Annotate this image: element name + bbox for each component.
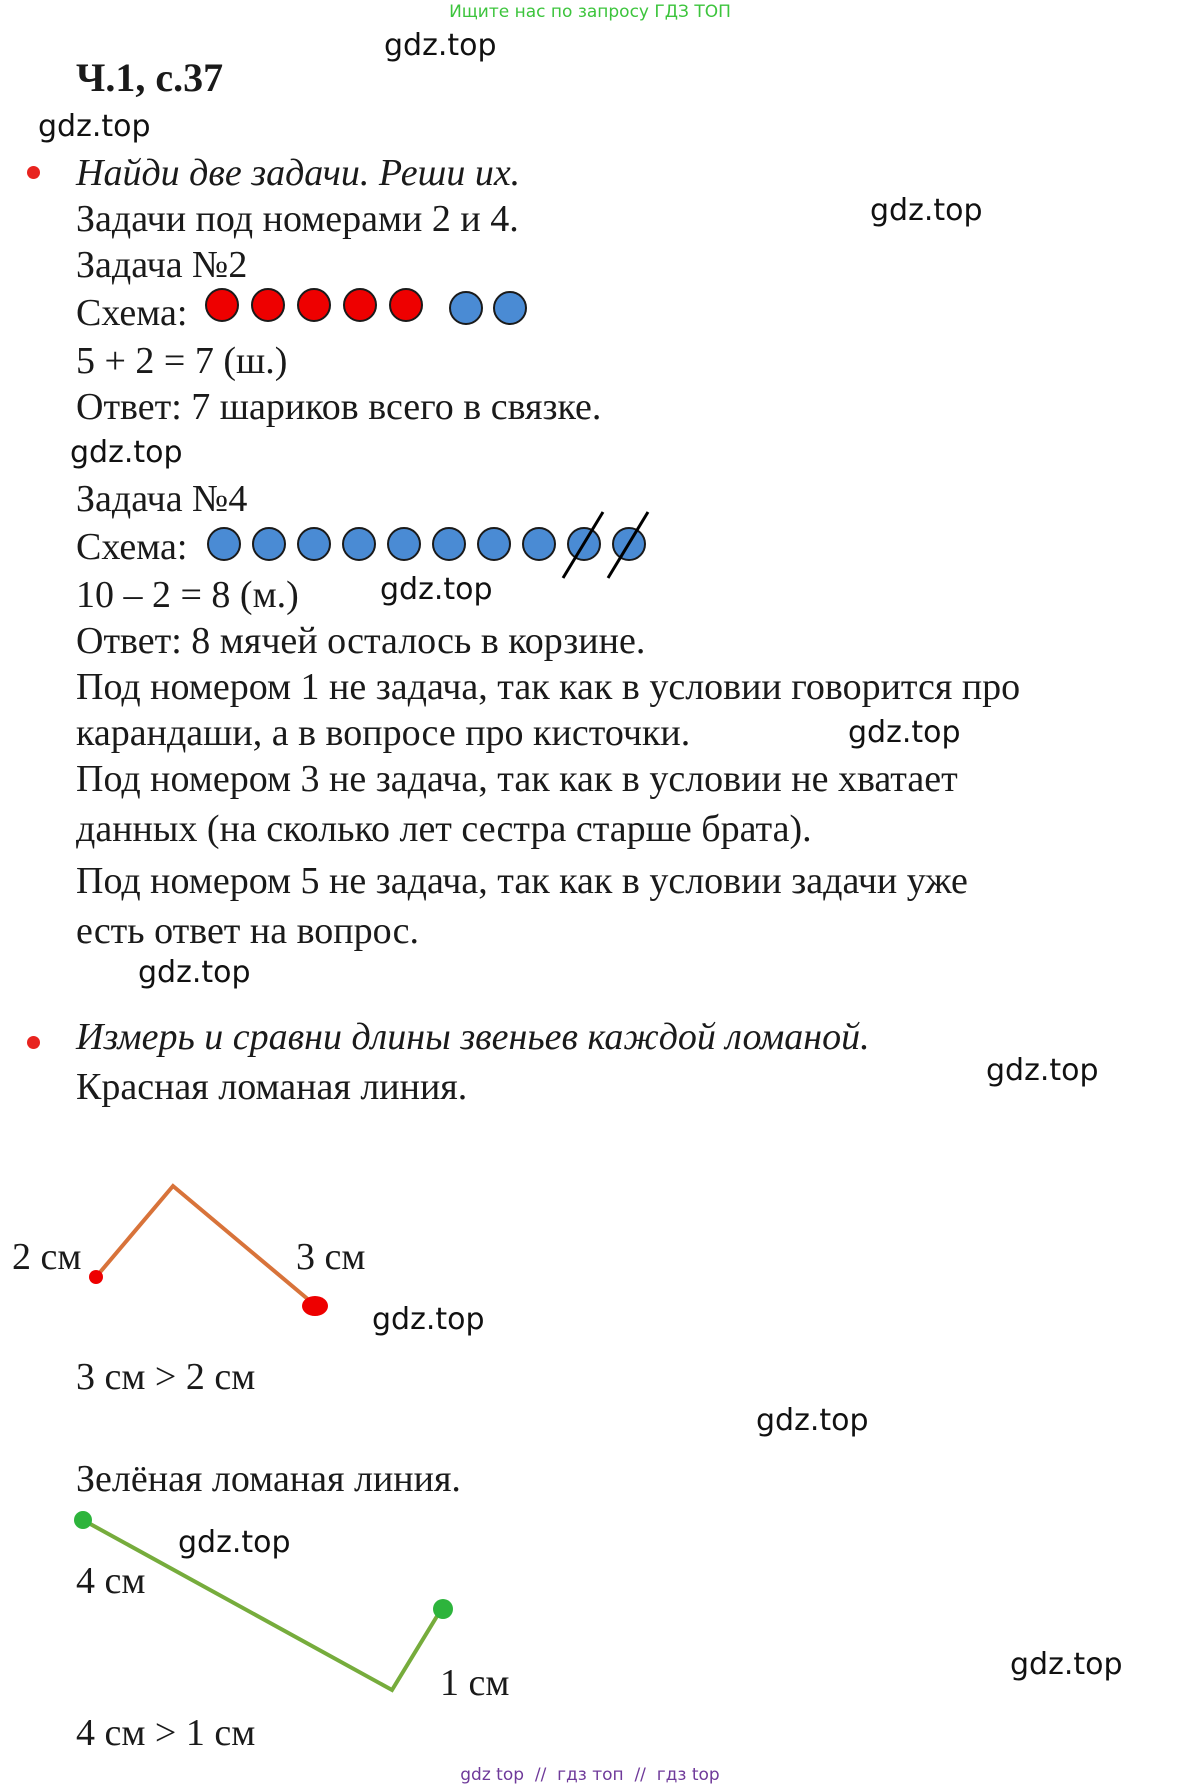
problem2-title: Задача №2 [76, 244, 248, 286]
task1-intro: Задачи под номерами 2 и 4. [76, 198, 519, 240]
watermark: gdz.top [1010, 1647, 1123, 1682]
page-title: Ч.1, с.37 [76, 55, 224, 100]
note5-line1: Под номером 5 не задача, так как в условии задачи уже [76, 860, 968, 902]
note1-line2: карандаши, а в вопросе про кисточки. [76, 712, 691, 754]
problem2-scheme-label: Схема: [76, 292, 188, 334]
problem2-equation: 5 + 2 = 7 (ш.) [76, 340, 288, 382]
red-polyline [96, 1186, 316, 1306]
green-polyline-start-point [74, 1511, 92, 1529]
note1-line1: Под номером 1 не задача, так как в условии говорится про [76, 666, 1021, 708]
task2-heading: Измерь и сравни длины звеньев каждой ломаной. [76, 1016, 870, 1058]
problem4-answer: Ответ: 8 мячей осталось в корзине. [76, 620, 646, 662]
red-segment1-length: 2 см [12, 1236, 82, 1278]
watermark: gdz.top [986, 1053, 1099, 1088]
watermark: gdz.top [178, 1525, 291, 1560]
green-polyline [83, 1520, 442, 1690]
note3-line1: Под номером 3 не задача, так как в условии не хватает [76, 758, 958, 800]
watermark: gdz.top [384, 28, 497, 63]
green-comparison: 4 см > 1 см [76, 1712, 256, 1754]
green-polyline-title: Зелёная ломаная линия. [76, 1458, 461, 1500]
watermark: gdz.top [870, 193, 983, 228]
watermark: gdz.top [372, 1302, 485, 1337]
watermark: gdz.top [848, 715, 961, 750]
watermark: gdz.top [380, 572, 493, 607]
watermark: gdz.top [756, 1403, 869, 1438]
red-polyline-end-point [302, 1296, 328, 1316]
green-polyline-end-point [433, 1599, 453, 1619]
problem4-title: Задача №4 [76, 478, 248, 520]
green-segment2-length: 1 см [440, 1662, 510, 1704]
watermark: gdz.top [138, 955, 251, 990]
footer-links[interactable]: gdz top // гдз топ // гдз top [460, 1765, 720, 1785]
red-segment2-length: 3 см [296, 1236, 366, 1278]
green-segment1-length: 4 см [76, 1560, 146, 1602]
problem4-equation: 10 – 2 = 8 (м.) [76, 574, 299, 616]
watermark: gdz.top [70, 435, 183, 470]
red-polyline-title: Красная ломаная линия. [76, 1066, 468, 1108]
watermark: gdz.top [38, 109, 151, 144]
problem4-scheme-label: Схема: [76, 526, 188, 568]
red-comparison: 3 см > 2 см [76, 1356, 256, 1398]
red-polyline-start-point [89, 1270, 103, 1284]
top-search-link[interactable]: Ищите нас по запросу ГДЗ ТОП [449, 2, 731, 22]
note5-line2: есть ответ на вопрос. [76, 910, 419, 952]
problem2-answer: Ответ: 7 шариков всего в связке. [76, 386, 602, 428]
task1-heading: Найди две задачи. Реши их. [76, 152, 521, 194]
note3-line2: данных (на сколько лет сестра старше брата). [76, 808, 812, 850]
